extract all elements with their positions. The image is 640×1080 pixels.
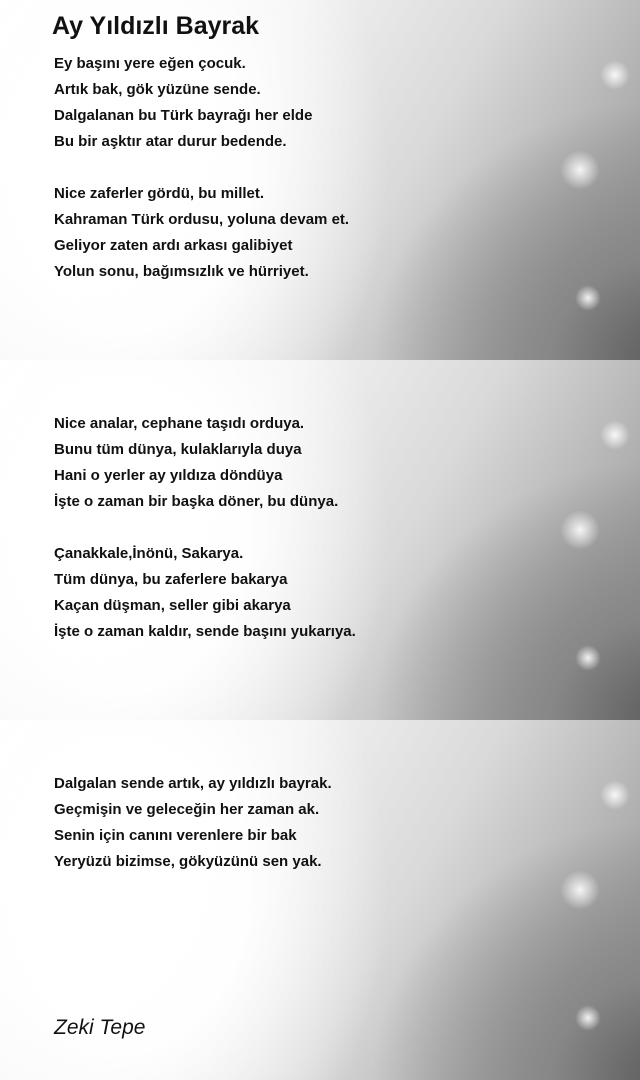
stanza-2 [54,181,349,285]
sparkle [560,150,600,190]
sparkle [575,645,601,671]
poem-line: İşte o zaman kaldır, sende başını yukarıya. [54,623,356,640]
sparkle [575,1005,601,1031]
poem-title: Ay Yıldızlı Bayrak [52,12,260,40]
sparkle [575,285,601,311]
stanza-4 [54,541,356,645]
stanza-3 [54,411,338,515]
poem-line: İşte o zaman bir başka döner, bu dünya. [54,493,339,510]
stanza-1 [54,51,312,155]
poem-panel-3 [0,720,640,1080]
poem-line: Tüm dünya, bu zaferlere bakarya [54,571,288,588]
sparkle [600,420,630,450]
poem-line: Kaçan düşman, seller gibi akarya [54,597,291,614]
poem-line: Artık bak, gök yüzüne sende. [54,81,261,98]
poem-line: Ey başını yere eğen çocuk. [54,55,246,72]
poem-panel-1 [0,0,640,360]
stanza-5 [54,771,332,875]
poem-line: Kahraman Türk ordusu, yoluna devam et. [54,211,350,228]
sparkle [560,510,600,550]
poem-line: Hani o yerler ay yıldıza döndüya [54,467,283,484]
sparkle [600,780,630,810]
poem-line: Bunu tüm dünya, kulaklarıyla duya [54,441,302,458]
poem-line: Yeryüzü bizimse, gökyüzünü sen yak. [54,853,322,870]
poem-line: Geliyor zaten ardı arkası galibiyet [54,237,293,254]
poem-line: Nice zaferler gördü, bu millet. [54,185,265,202]
poem-author: Zeki Tepe [54,1016,146,1039]
poem-line: Senin için canını verenlere bir bak [54,827,297,844]
sparkle [600,60,630,90]
poem-line: Yolun sonu, bağımsızlık ve hürriyet. [54,263,309,280]
poem-line: Geçmişin ve geleceğin her zaman ak. [54,801,320,818]
poem-line: Nice analar, cephane taşıdı orduya. [54,415,305,432]
poem-line: Çanakkale,İnönü, Sakarya. [54,545,244,562]
poem-line: Bu bir aşktır atar durur bedende. [54,133,287,150]
poem-line: Dalgalan sende artık, ay yıldızlı bayrak. [54,775,332,792]
poem-panel-2 [0,360,640,720]
poem-line: Dalgalanan bu Türk bayrağı her elde [54,107,313,124]
sparkle [560,870,600,910]
